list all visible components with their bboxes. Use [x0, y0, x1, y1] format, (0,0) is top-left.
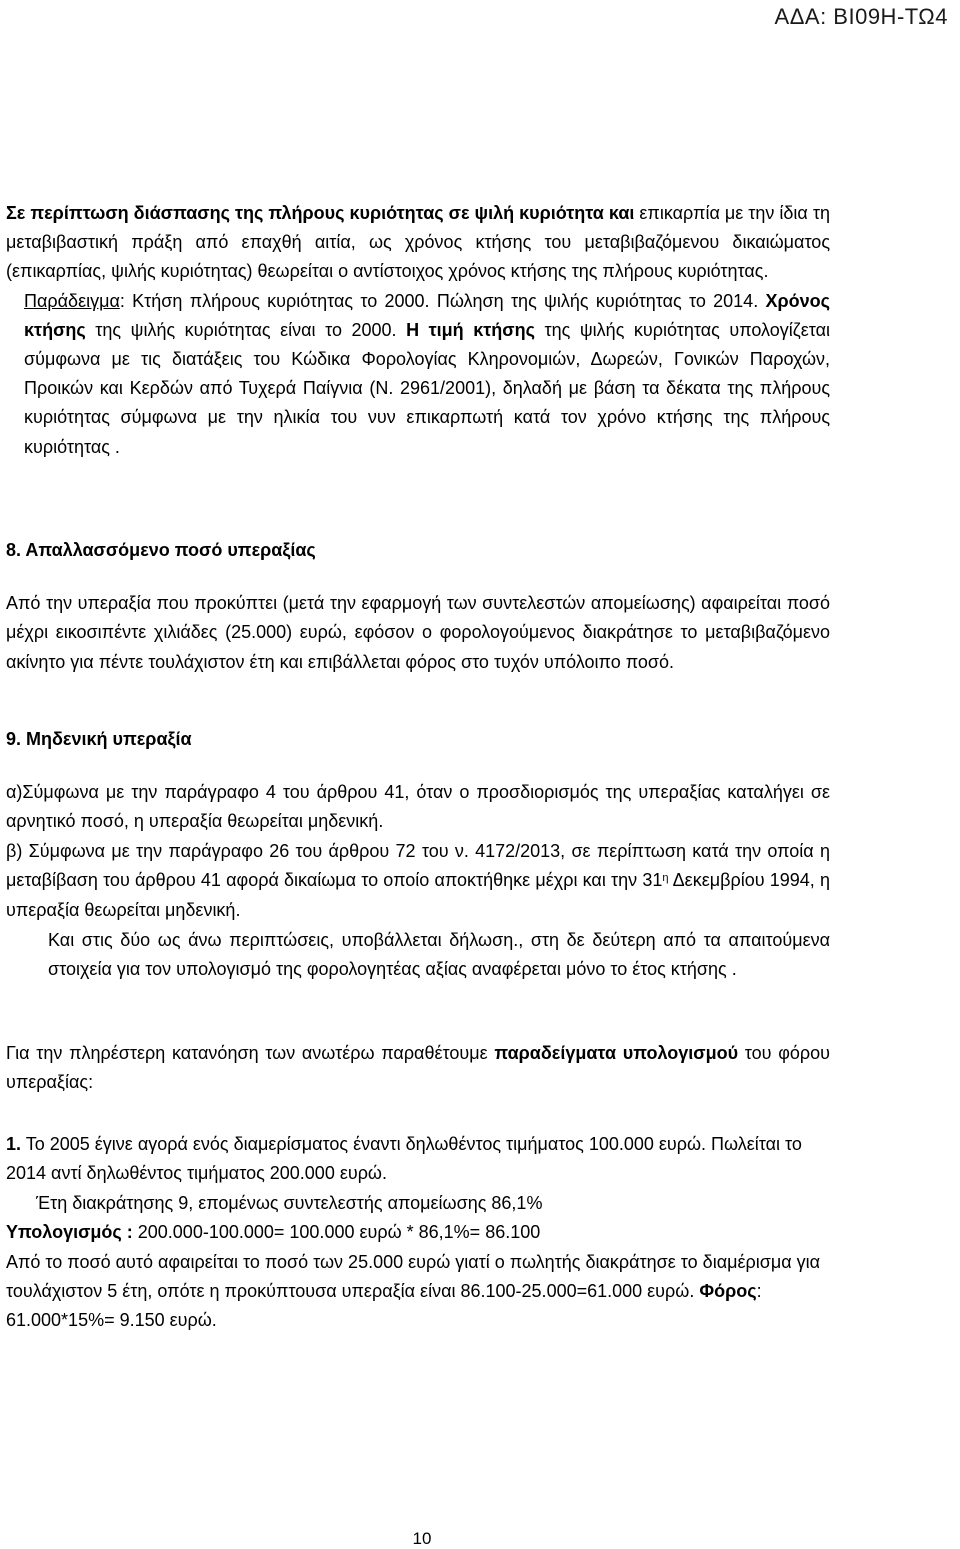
example-1-line-2: Έτη διακράτησης 9, επομένως συντελεστής απομείωσης 86,1% — [36, 1192, 543, 1213]
section-9-a: α)Σύμφωνα με την παράγραφο 4 του άρθρου 41, όταν ο προσδιορισμός της υπεραξίας καταλήγει σε αρνητικό ποσό, η υπεραξία θεωρείται μηδενική. — [6, 781, 830, 832]
split-ownership-paragraph — [6, 199, 830, 287]
example-label: Παράδειγμα — [24, 290, 120, 311]
example-1-calculation — [6, 1218, 830, 1247]
example-1-text: Το 2005 έγινε αγορά ενός διαμερίσματος έναντι δηλωθέντος τιμήματος 100.000 ευρώ. Πωλείται το 2014 αντί δηλωθέντος τιμήματος 200.000 ευρώ. — [6, 1133, 802, 1184]
examples-intro-text-1: Για την πληρέστερη κατανόηση των ανωτέρω παραθέτουμε — [6, 1042, 495, 1063]
examples-intro — [6, 1039, 830, 1098]
example-1-line-1 — [6, 1130, 830, 1189]
document-body — [6, 199, 830, 1336]
split-ownership-rest: επικαρπία με την ίδια τη μεταβιβαστική πράξη από επαχθή αιτία, ως χρόνος κτήσης του μεταβιβαζόμενου δικαιώματος (επικαρπίας, ψιλής κυριότητας) θεωρείται ο αντίστοιχος χρόνος κτήσης της πλήρους κυριότητας. — [6, 203, 830, 282]
section-9-heading: 9. Μηδενική υπεραξία — [6, 728, 192, 749]
section-8-body: Από την υπεραξία που προκύπτει (μετά την εφαρμογή των συντελεστών απομείωσης) αφαιρείται ποσό μέχρι εικοσιπέντε χιλιάδες (25.000) ευρώ, εφόσον ο φορολογούμενος διακράτησε το μεταβιβαζόμενο ακίνητο για πέντε τουλάχιστον έτη και επιβάλλεται φόρος στο τυχόν υπόλοιπο ποσό. — [6, 592, 830, 673]
ada-code: ΑΔΑ: ΒΙ09Η-ΤΩ4 — [774, 4, 948, 29]
examples-intro-bold: παραδείγματα υπολογισμού — [494, 1042, 739, 1063]
example-1-line-3 — [6, 1248, 830, 1336]
example-1-number: 1. — [6, 1133, 22, 1154]
section-8-heading: 8. Απαλλασσόμενο ποσό υπεραξίας — [6, 539, 316, 560]
example-text-3: της ψιλής κυριότητας υπολογίζεται σύμφωνα με τις διατάξεις του Κώδικα Φορολογίας Κληρονομιών, Δωρεών, Γονικών Παροχών, Προικών και Κερδών από Τυχερά Παίγνια (Ν. 2961/2001), δηλαδή με βάση τα δέκατα της πλήρους κυριότητας σύμφωνα με την ηλικία του νυν επικαρπωτή κατά τον χρόνο κτήσης της πλήρους κυριότητας . — [24, 319, 830, 457]
example-text-1: : Κτήση πλήρους κυριότητας το 2000. Πώληση της ψιλής κυριότητας το 2014. — [119, 290, 766, 311]
calculation-label: Υπολογισμός : — [6, 1222, 133, 1243]
split-ownership-lead: Σε περίπτωση διάσπασης της πλήρους κυριότητας σε ψιλή κυριότητα και — [6, 203, 635, 223]
example-paragraph — [6, 287, 830, 462]
calculation-text: 200.000-100.000= 100.000 ευρώ * 86,1%= 86.100 — [132, 1222, 541, 1243]
ordinal-superscript: η — [662, 872, 669, 885]
section-9-b-date: Δεκεμβρίου 1994, η υπεραξία θεωρείται μηδενική. — [6, 870, 830, 920]
examples-intro-text-2: του φόρου υπεραξίας: — [6, 1042, 831, 1093]
section-9-b — [6, 837, 830, 926]
acquisition-price-label: Η τιμή κτήσης — [406, 319, 535, 340]
section-9-both — [6, 926, 830, 985]
page-number: 10 — [412, 1529, 432, 1548]
section-9-both-text: Και στις δύο ως άνω περιπτώσεις, υποβάλλεται δήλωση., στη δε δεύτερη από τα απαιτούμενα στοιχεία για τον υπολογισμό της φορολογητέας αξίας αναφέρεται μόνο το έτος κτήσης . — [48, 929, 830, 980]
tax-label: Φόρος — [699, 1280, 757, 1301]
example-text-2: της ψιλής κυριότητας είναι το 2000. — [85, 319, 407, 340]
section-9-b-text: β) Σύμφωνα με την παράγραφο 26 του άρθρου 72 του ν. 4172/2013, σε περίπτωση κατά την οποία η μεταβίβαση του άρθρου 41 αφορά δικαίωμα το οποίο αποκτήθηκε μέχρι και την 31 — [6, 840, 830, 891]
acquisition-time-label: Χρόνος κτήσης — [24, 290, 830, 340]
example-1-line-3-text: Από το ποσό αυτό αφαιρείται το ποσό των 25.000 ευρώ γιατί ο πωλητής διακράτησε το διαμέρισμα για τουλάχιστον 5 έτη, οπότε η προκύπτουσα υπεραξία είναι 86.100-25.000=61.000 ευρώ. — [6, 1251, 821, 1301]
tax-text: : 61.000*15%= 9.150 ευρώ. — [6, 1280, 762, 1331]
